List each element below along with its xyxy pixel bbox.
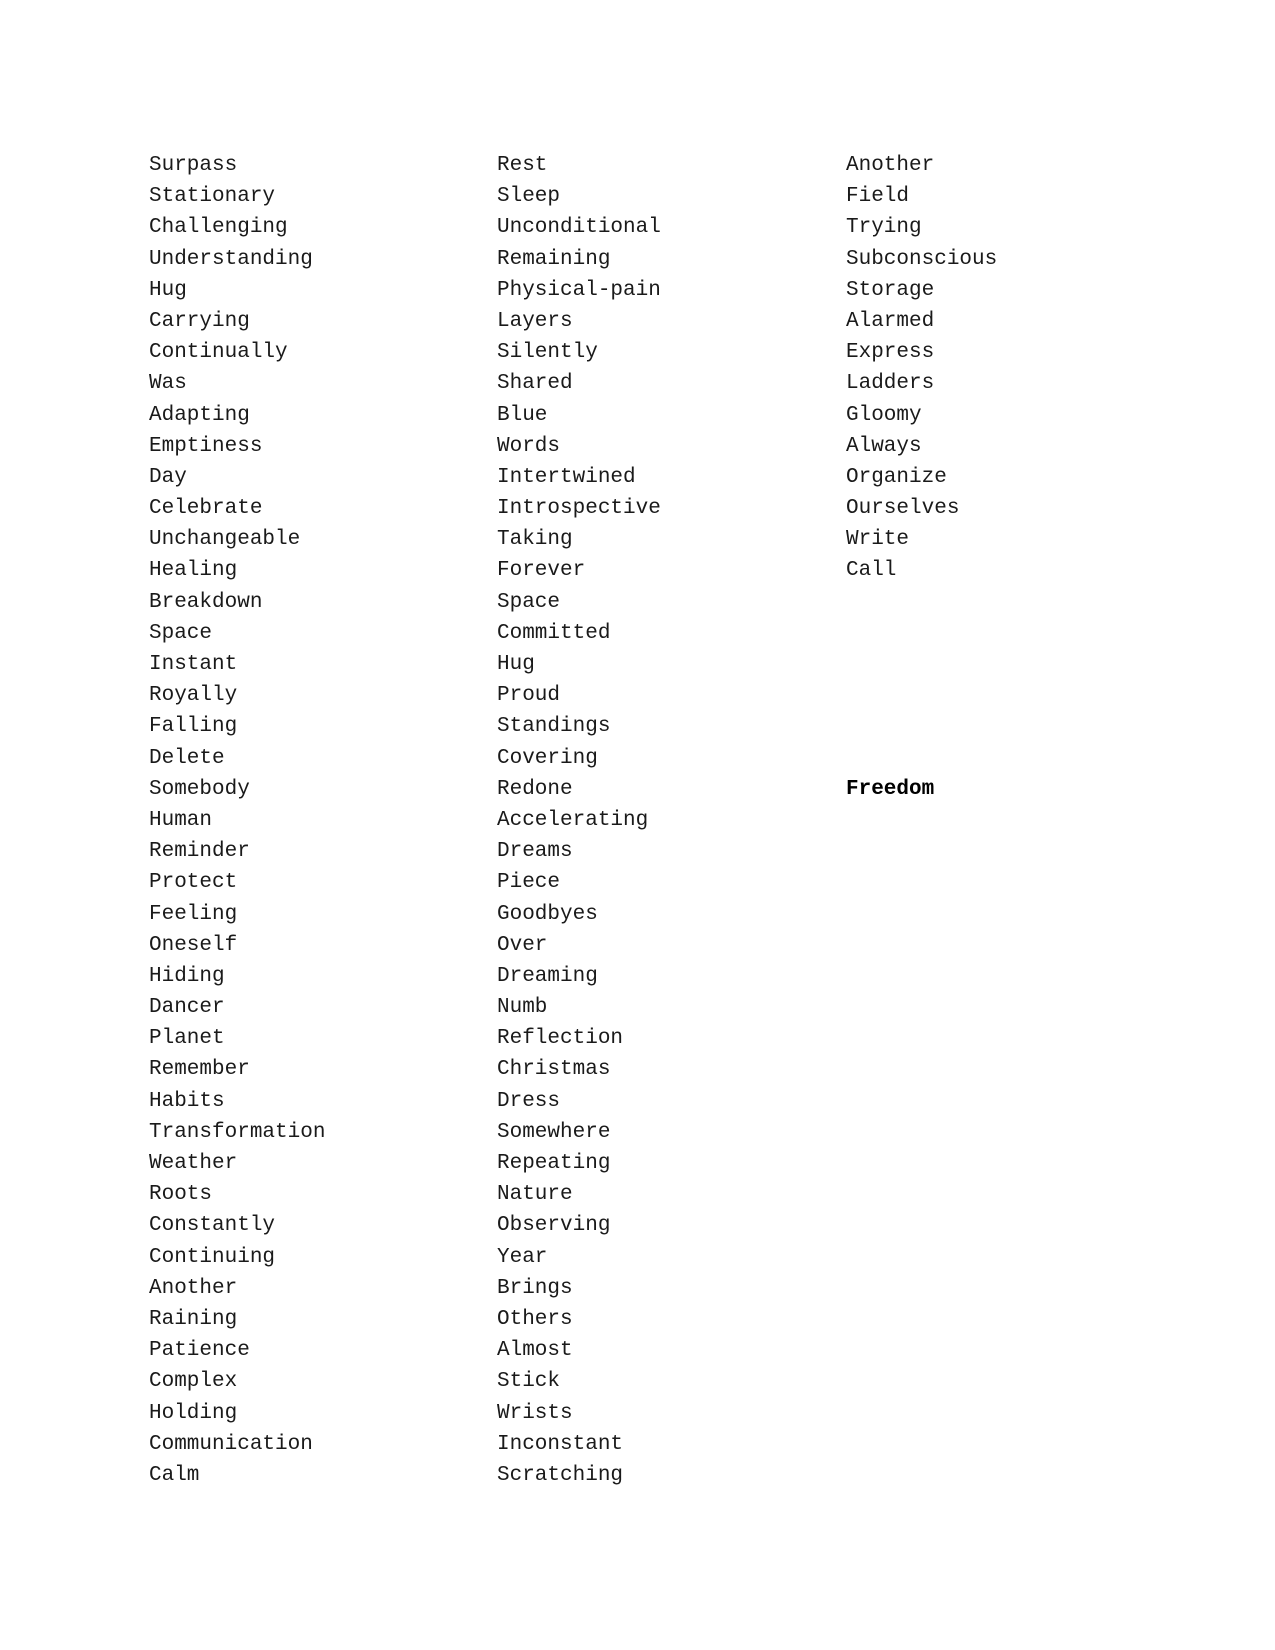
- word-item: Wrists: [497, 1401, 573, 1425]
- word-item: Standings: [497, 715, 611, 739]
- word-item: Habits: [149, 1089, 225, 1113]
- word-item: Carrying: [149, 309, 250, 333]
- word-item: Almost: [497, 1339, 573, 1363]
- word-item: Others: [497, 1307, 573, 1331]
- word-item: Human: [149, 808, 213, 832]
- word-item: Intertwined: [497, 465, 636, 489]
- word-item: Numb: [497, 996, 548, 1020]
- word-item: Transformation: [149, 1120, 326, 1144]
- word-item: Layers: [497, 309, 573, 333]
- word-item: Patience: [149, 1339, 250, 1363]
- word-item: Blue: [497, 403, 548, 427]
- word-item: Understanding: [149, 247, 313, 271]
- word-item: Complex: [149, 1370, 238, 1394]
- word-item: Raining: [149, 1307, 238, 1331]
- word-item: Holding: [149, 1401, 238, 1425]
- word-item: Communication: [149, 1432, 313, 1456]
- word-item: Forever: [497, 559, 586, 583]
- word-item: Feeling: [149, 902, 238, 926]
- word-column-2: [497, 150, 661, 1491]
- word-item: Observing: [497, 1214, 611, 1238]
- word-item: Falling: [149, 715, 238, 739]
- word-item: Challenging: [149, 216, 288, 240]
- word-item: Continually: [149, 341, 288, 365]
- word-item: Sleep: [497, 185, 561, 209]
- word-item: Another: [846, 154, 935, 177]
- word-item: Hiding: [149, 964, 225, 988]
- word-item: Subconscious: [846, 247, 998, 271]
- word-item: Day: [149, 465, 187, 489]
- word-item: Redone: [497, 777, 573, 801]
- word-item: Calm: [149, 1463, 200, 1487]
- word-item: Always: [846, 434, 922, 458]
- word-item: Christmas: [497, 1058, 611, 1082]
- word-item: Surpass: [149, 154, 238, 177]
- word-item: Storage: [846, 278, 935, 302]
- word-item: Continuing: [149, 1245, 276, 1269]
- word-item: Celebrate: [149, 497, 263, 521]
- word-item: Remaining: [497, 247, 611, 271]
- word-column-3: [846, 150, 997, 587]
- word-item: Over: [497, 933, 548, 957]
- title-word: Freedom: [846, 778, 935, 801]
- word-item: Field: [846, 185, 910, 209]
- word-item: Ladders: [846, 372, 935, 396]
- word-item: Stationary: [149, 185, 276, 209]
- word-item: Royally: [149, 684, 238, 708]
- word-item: Rest: [497, 154, 548, 177]
- word-item: Dreaming: [497, 964, 598, 988]
- word-item: Protect: [149, 871, 238, 895]
- word-item: Somewhere: [497, 1120, 611, 1144]
- word-item: Brings: [497, 1276, 573, 1300]
- word-item: Repeating: [497, 1152, 611, 1175]
- word-item: Space: [149, 621, 213, 645]
- word-item: Roots: [149, 1183, 213, 1207]
- word-item: Weather: [149, 1152, 238, 1175]
- word-item: Somebody: [149, 777, 250, 801]
- word-item: Write: [846, 528, 910, 552]
- word-item: Was: [149, 372, 187, 396]
- word-item: Reflection: [497, 1027, 624, 1051]
- word-item: Accelerating: [497, 808, 649, 832]
- word-item: Remember: [149, 1058, 250, 1082]
- word-item: Year: [497, 1245, 548, 1269]
- word-item: Adapting: [149, 403, 250, 427]
- word-item: Emptiness: [149, 434, 263, 458]
- word-item: Scratching: [497, 1463, 624, 1487]
- word-item: Dancer: [149, 996, 225, 1020]
- word-item: Planet: [149, 1027, 225, 1051]
- word-item: Unchangeable: [149, 528, 301, 552]
- word-item: Hug: [497, 653, 535, 676]
- word-item: Constantly: [149, 1214, 276, 1238]
- word-item: Delete: [149, 746, 225, 770]
- word-item: Goodbyes: [497, 902, 598, 926]
- word-item: Healing: [149, 559, 238, 583]
- word-item: Another: [149, 1276, 238, 1300]
- word-item: Stick: [497, 1370, 561, 1394]
- word-item: Instant: [149, 653, 238, 676]
- word-item: Taking: [497, 528, 573, 552]
- word-item: Space: [497, 590, 561, 614]
- word-item: Nature: [497, 1183, 573, 1207]
- word-item: Gloomy: [846, 403, 922, 427]
- word-item: Proud: [497, 684, 561, 708]
- word-item: Words: [497, 434, 561, 458]
- word-item: Introspective: [497, 497, 661, 521]
- word-item: Breakdown: [149, 590, 263, 614]
- word-item: Committed: [497, 621, 611, 645]
- word-item: Physical-pain: [497, 278, 661, 302]
- word-item: Organize: [846, 465, 947, 489]
- word-item: Unconditional: [497, 216, 661, 240]
- word-item: Covering: [497, 746, 598, 770]
- word-item: Trying: [846, 216, 922, 240]
- word-item: Express: [846, 341, 935, 365]
- word-item: Reminder: [149, 840, 250, 864]
- word-item: Call: [846, 559, 897, 583]
- word-item: Inconstant: [497, 1432, 624, 1456]
- word-item: Alarmed: [846, 309, 935, 333]
- word-item: Shared: [497, 372, 573, 396]
- word-item: Dreams: [497, 840, 573, 864]
- word-item: Ourselves: [846, 497, 960, 521]
- word-item: Dress: [497, 1089, 561, 1113]
- word-item: Piece: [497, 871, 561, 895]
- word-item: Silently: [497, 341, 598, 365]
- word-item: Hug: [149, 278, 187, 302]
- word-item: Oneself: [149, 933, 238, 957]
- word-column-1: [149, 150, 325, 1491]
